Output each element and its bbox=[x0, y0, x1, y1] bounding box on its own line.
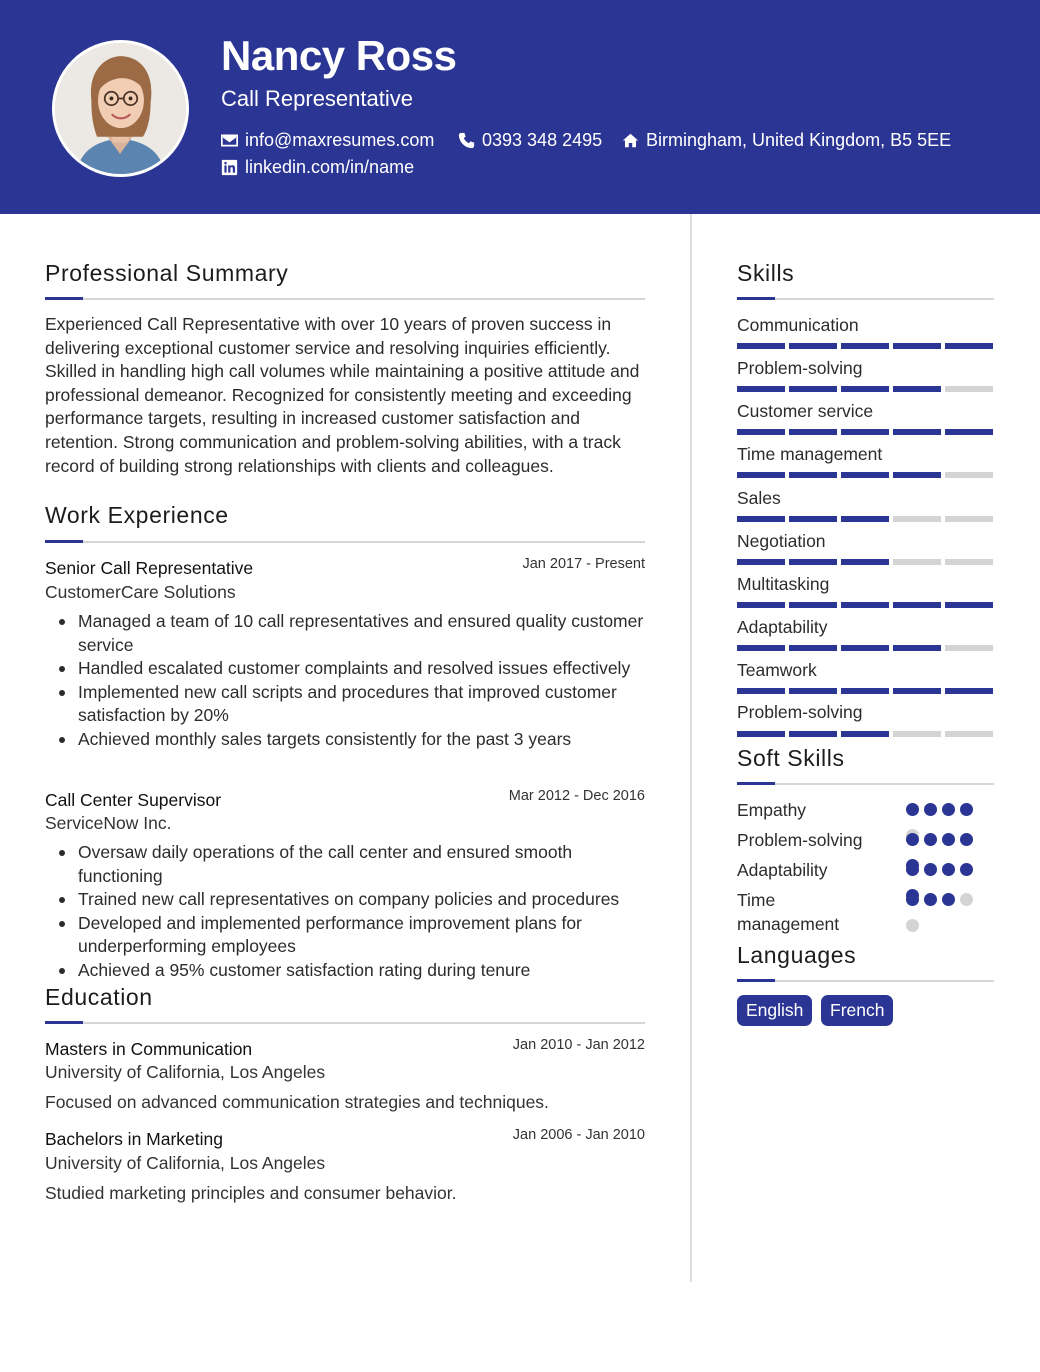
skill-level-segment bbox=[789, 602, 837, 608]
job-bullets bbox=[45, 841, 645, 983]
soft-skills-heading: Soft Skills bbox=[737, 745, 845, 771]
skill-level-segment bbox=[789, 645, 837, 651]
soft-skill-rating bbox=[906, 893, 982, 932]
soft-skills-rule-accent bbox=[737, 782, 775, 785]
rating-dot bbox=[924, 803, 937, 816]
skill-name: Problem-solving bbox=[737, 702, 863, 722]
skill-level-segment bbox=[737, 731, 785, 737]
skill-level-segment bbox=[789, 516, 837, 522]
skill-name: Negotiation bbox=[737, 531, 826, 551]
job-date: Mar 2012 - Dec 2016 bbox=[508, 788, 645, 804]
skills-heading: Skills bbox=[737, 260, 795, 286]
skill-level-bar bbox=[737, 386, 993, 392]
envelope-icon bbox=[221, 132, 238, 149]
skill-level-segment bbox=[945, 472, 993, 478]
skill-level-segment bbox=[945, 602, 993, 608]
soft-skill-name: Problem-solving bbox=[737, 830, 863, 850]
skill-level-segment bbox=[841, 386, 889, 392]
languages-heading: Languages bbox=[737, 942, 857, 968]
degree-title: Masters in Communication bbox=[45, 1039, 253, 1059]
skill-level-segment bbox=[893, 429, 941, 435]
rating-dot bbox=[942, 863, 955, 876]
skill-level-bar bbox=[737, 731, 993, 737]
skill-level-segment bbox=[893, 516, 941, 522]
education-date: Jan 2006 - Jan 2010 bbox=[512, 1127, 645, 1143]
skill-name: Time management bbox=[737, 444, 883, 464]
skill-level-segment bbox=[789, 386, 837, 392]
skill-name: Communication bbox=[737, 315, 859, 335]
soft-skill-name: Adaptability bbox=[737, 860, 828, 880]
skill-level-segment bbox=[789, 731, 837, 737]
skill-level-segment bbox=[841, 516, 889, 522]
education-rule-accent bbox=[45, 1021, 83, 1024]
rating-dot bbox=[906, 833, 919, 846]
skill-level-segment bbox=[893, 386, 941, 392]
skill-level-segment bbox=[737, 645, 785, 651]
skill-level-segment bbox=[893, 602, 941, 608]
summary-rule bbox=[45, 298, 645, 300]
skill-level-segment bbox=[945, 343, 993, 349]
rating-dot bbox=[942, 893, 955, 906]
job-title: Call Center Supervisor bbox=[45, 790, 222, 810]
soft-skills-rule bbox=[737, 783, 994, 785]
candidate-title: Call Representative bbox=[221, 86, 413, 111]
skill-level-segment bbox=[789, 559, 837, 565]
school-name: University of California, Los Angeles bbox=[45, 1062, 326, 1082]
skill-level-segment bbox=[789, 343, 837, 349]
skill-level-segment bbox=[737, 688, 785, 694]
rating-dot bbox=[942, 803, 955, 816]
linkedin-icon bbox=[221, 159, 238, 176]
skills-rule bbox=[737, 298, 994, 300]
skill-level-segment bbox=[789, 472, 837, 478]
summary-text: Experienced Call Representative with over 10 years of proven success in delivering exceptional customer service and resolving inquiries efficiently. Skilled in handling high call volumes while maintaining a positive attitude and professional demeanor. Recognized for consistently meeting and exceeding performance targets, resulting in increased customer satisfaction and retention. Strong communication and problem-solving abilities, with a track record of building strong relationships with clients and colleagues. bbox=[45, 314, 640, 476]
rating-dot bbox=[924, 863, 937, 876]
skill-level-bar bbox=[737, 516, 993, 522]
skill-level-segment bbox=[945, 429, 993, 435]
list-item: Managed a team of 10 call representatives and ensured quality customer service bbox=[45, 610, 645, 657]
location-text: Birmingham, United Kingdom, B5 5EE bbox=[646, 130, 952, 150]
contact-linkedin[interactable] bbox=[221, 157, 414, 178]
skill-level-segment bbox=[945, 516, 993, 522]
skill-level-bar bbox=[737, 559, 993, 565]
list-item: Achieved a 95% customer satisfaction rating during tenure bbox=[45, 959, 645, 983]
skill-level-segment bbox=[945, 645, 993, 651]
skill-level-segment bbox=[841, 343, 889, 349]
skill-level-bar bbox=[737, 645, 993, 651]
skill-level-segment bbox=[841, 731, 889, 737]
summary-rule-accent bbox=[45, 297, 83, 300]
rating-dot bbox=[906, 893, 919, 906]
job-date: Jan 2017 - Present bbox=[522, 556, 645, 572]
skill-level-segment bbox=[841, 559, 889, 565]
skill-level-segment bbox=[945, 688, 993, 694]
skill-level-segment bbox=[945, 559, 993, 565]
language-badge-english: English bbox=[737, 995, 812, 1026]
languages-rule bbox=[737, 980, 994, 982]
skill-level-segment bbox=[945, 386, 993, 392]
email-text: info@maxresumes.com bbox=[245, 130, 435, 150]
summary-heading: Professional Summary bbox=[45, 260, 289, 286]
soft-skill-name: Empathy bbox=[737, 800, 807, 820]
experience-rule-accent bbox=[45, 540, 83, 543]
degree-title: Bachelors in Marketing bbox=[45, 1129, 223, 1149]
languages-rule-accent bbox=[737, 979, 775, 982]
soft-skill-name: Time management bbox=[737, 890, 840, 934]
phone-icon bbox=[458, 132, 475, 149]
skill-name: Adaptability bbox=[737, 617, 828, 637]
education-note: Studied marketing principles and consumer behavior. bbox=[45, 1183, 457, 1203]
education-date: Jan 2010 - Jan 2012 bbox=[512, 1037, 645, 1053]
rating-dot bbox=[924, 833, 937, 846]
experience-heading: Work Experience bbox=[45, 502, 229, 528]
list-item: Handled escalated customer complaints and resolved issues effectively bbox=[45, 657, 645, 681]
education-heading: Education bbox=[45, 984, 153, 1010]
rating-dot bbox=[942, 833, 955, 846]
skill-level-bar bbox=[737, 343, 993, 349]
skill-level-bar bbox=[737, 429, 993, 435]
skill-level-segment bbox=[737, 559, 785, 565]
experience-rule bbox=[45, 541, 645, 543]
skills-rule-accent bbox=[737, 297, 775, 300]
skill-level-bar bbox=[737, 472, 993, 478]
skill-level-segment bbox=[737, 343, 785, 349]
skill-level-segment bbox=[737, 516, 785, 522]
skill-level-segment bbox=[789, 688, 837, 694]
skill-name: Problem-solving bbox=[737, 358, 863, 378]
rating-dot bbox=[924, 893, 937, 906]
skill-level-segment bbox=[841, 688, 889, 694]
skill-level-segment bbox=[893, 731, 941, 737]
skill-level-segment bbox=[893, 472, 941, 478]
list-item: Achieved monthly sales targets consistently for the past 3 years bbox=[45, 728, 645, 752]
candidate-name: Nancy Ross bbox=[221, 32, 457, 79]
rating-dot bbox=[960, 893, 973, 906]
school-name: University of California, Los Angeles bbox=[45, 1153, 326, 1173]
education-rule bbox=[45, 1022, 645, 1024]
skill-level-segment bbox=[737, 472, 785, 478]
portrait-illustration bbox=[55, 43, 186, 174]
job-bullets bbox=[45, 610, 645, 752]
list-item: Oversaw daily operations of the call center and ensured smooth functioning bbox=[45, 841, 645, 888]
language-badge-french: French bbox=[821, 995, 893, 1026]
rating-dot bbox=[960, 803, 973, 816]
job-title: Senior Call Representative bbox=[45, 558, 254, 578]
column-divider bbox=[690, 214, 692, 1282]
contact-location bbox=[622, 130, 951, 151]
job-company: ServiceNow Inc. bbox=[45, 813, 172, 833]
rating-dot bbox=[906, 863, 919, 876]
skill-level-segment bbox=[737, 386, 785, 392]
home-icon bbox=[622, 132, 639, 149]
rating-dot bbox=[906, 919, 919, 932]
contact-phone[interactable] bbox=[458, 130, 602, 151]
list-item: Developed and implemented performance improvement plans for underperforming employees bbox=[45, 912, 645, 959]
skill-name: Sales bbox=[737, 488, 781, 508]
skill-level-segment bbox=[893, 645, 941, 651]
phone-text: 0393 348 2495 bbox=[482, 130, 603, 150]
job-company: CustomerCare Solutions bbox=[45, 582, 236, 602]
skill-level-bar bbox=[737, 602, 993, 608]
skill-level-bar bbox=[737, 688, 993, 694]
skill-level-segment bbox=[945, 731, 993, 737]
skill-level-segment bbox=[841, 429, 889, 435]
rating-dot bbox=[960, 863, 973, 876]
skill-level-segment bbox=[893, 343, 941, 349]
resume-header bbox=[0, 0, 1040, 214]
skill-level-segment bbox=[841, 472, 889, 478]
list-item: Implemented new call scripts and procedures that improved customer satisfaction by 20% bbox=[45, 681, 645, 728]
skill-level-segment bbox=[893, 559, 941, 565]
skill-name: Multitasking bbox=[737, 574, 830, 594]
education-note: Focused on advanced communication strategies and techniques. bbox=[45, 1092, 549, 1112]
skill-level-segment bbox=[789, 429, 837, 435]
skill-level-segment bbox=[893, 688, 941, 694]
linkedin-text: linkedin.com/in/name bbox=[245, 157, 415, 177]
skill-name: Customer service bbox=[737, 401, 874, 421]
skill-level-segment bbox=[737, 602, 785, 608]
contact-email[interactable] bbox=[221, 130, 434, 151]
skill-level-segment bbox=[841, 602, 889, 608]
skill-level-segment bbox=[737, 429, 785, 435]
skill-name: Teamwork bbox=[737, 660, 817, 680]
profile-photo bbox=[52, 40, 189, 177]
rating-dot bbox=[906, 803, 919, 816]
skill-level-segment bbox=[841, 645, 889, 651]
list-item: Trained new call representatives on company policies and procedures bbox=[45, 888, 645, 912]
rating-dot bbox=[960, 833, 973, 846]
